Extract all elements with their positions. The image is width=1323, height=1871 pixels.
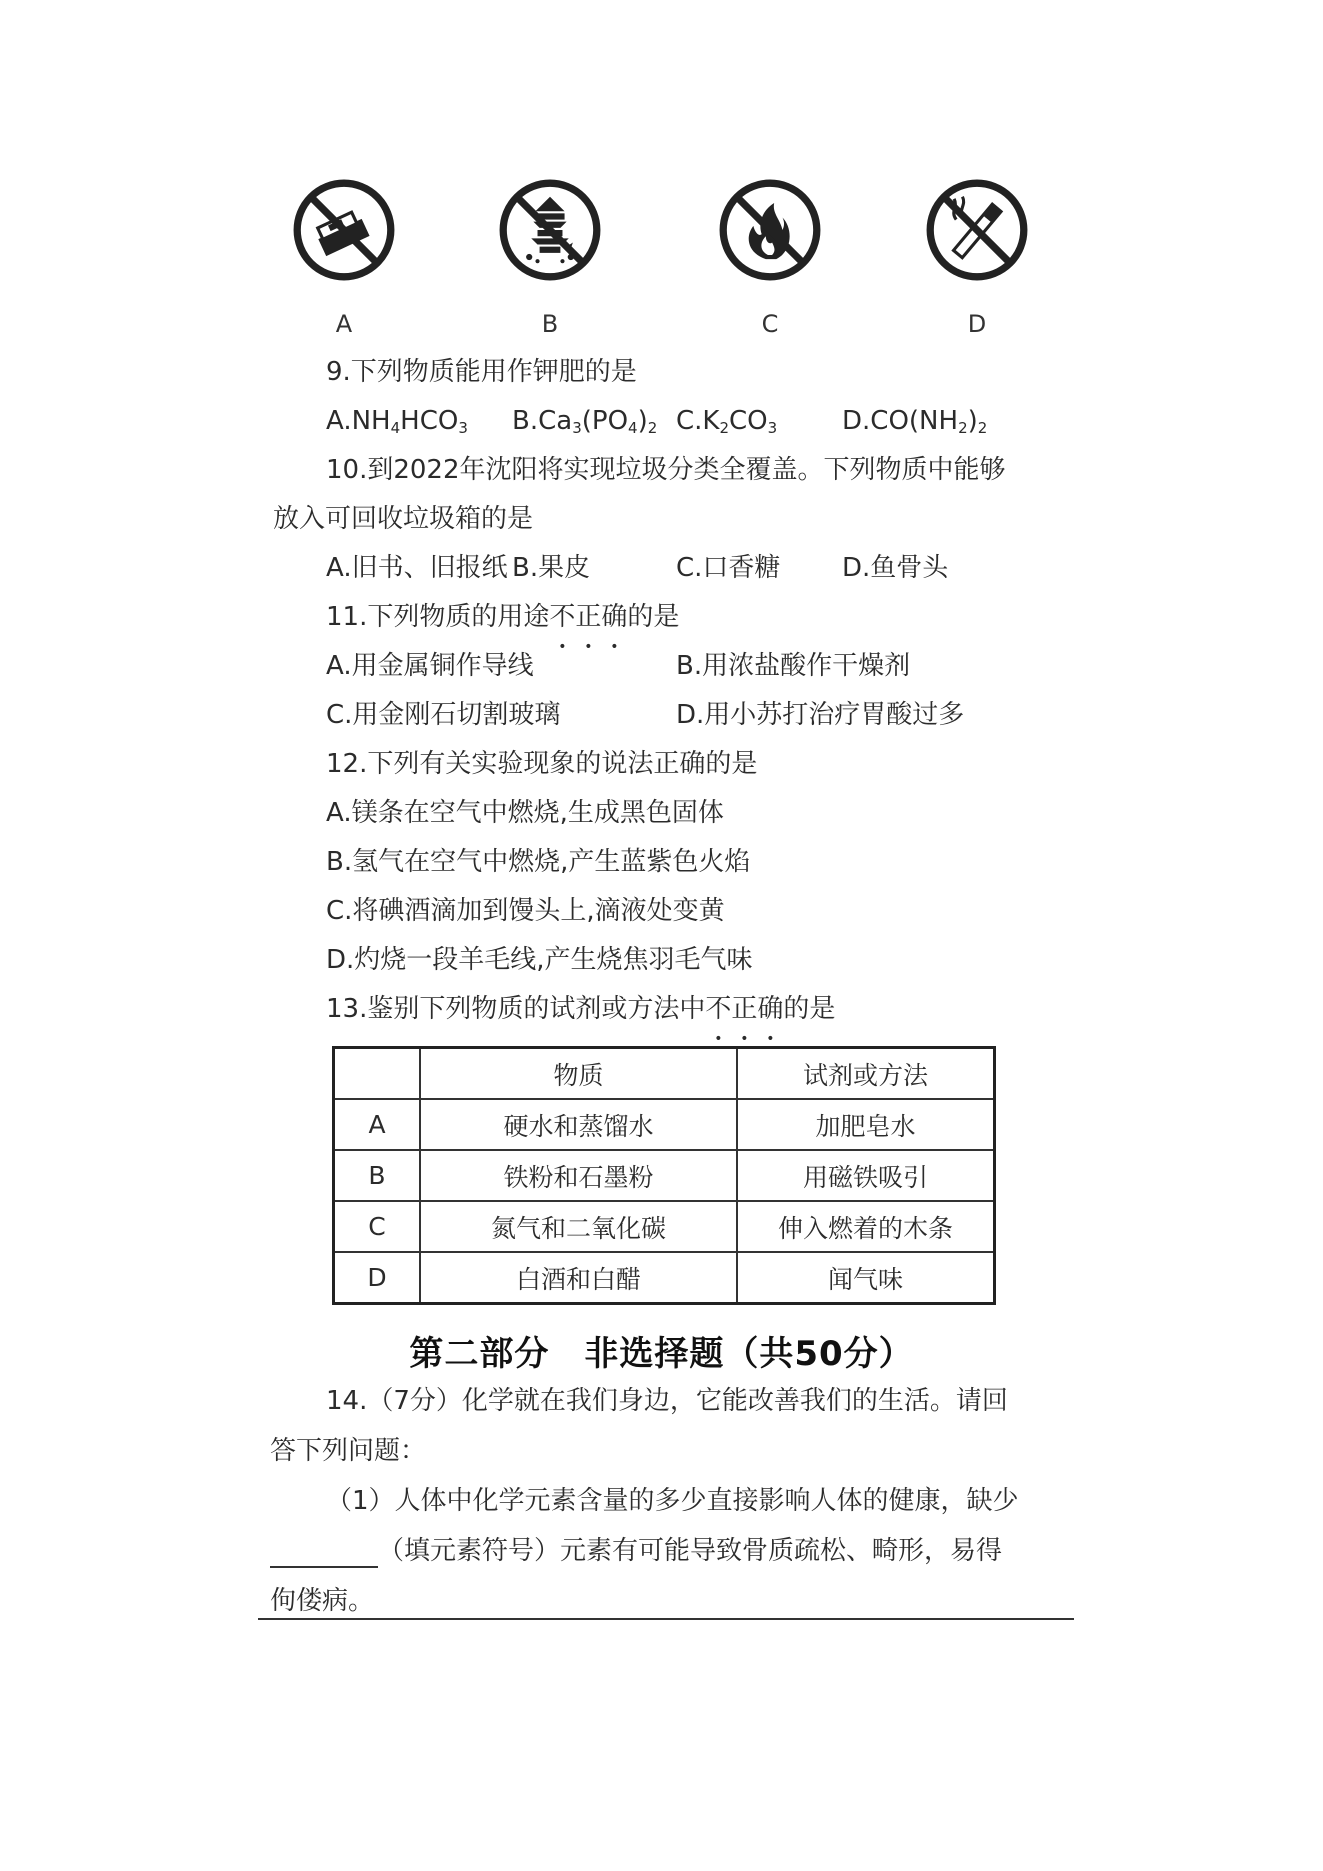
q11-option-b: B.用浓盐酸作干燥剂 [676,651,911,681]
table-cell: 白酒和白醋 [420,1252,737,1304]
q10-option-d: D.鱼骨头 [842,553,949,583]
table-cell: 加肥皂水 [737,1099,995,1150]
table-cell: A [334,1099,421,1150]
table-row [334,1099,995,1150]
icon-option-c [718,178,822,338]
q9-option-a: $A.NH_4HCO_3$ [326,406,468,437]
icon-option-b [498,178,602,338]
icon-option-a [292,178,396,338]
q10-stem-line2: 放入可回收垃圾箱的是 [273,504,534,534]
q11-option-c: C.用金刚石切割玻璃 [326,700,561,730]
q10-options [326,551,1046,585]
answer-blank[interactable] [270,1538,378,1568]
q14-line2: 答下列问题： [270,1436,427,1466]
icon-label-d: D [967,310,987,338]
table-cell: C [334,1201,421,1252]
section-title: 第二部分 非选择题（共50分） [409,1334,914,1374]
q12-stem: 12.下列有关实验现象的说法正确的是 [326,749,758,779]
q12-option-b: B.氢气在空气中燃烧,产生蓝紫色火焰 [326,847,751,877]
q9-options [326,404,1046,438]
table-cell: 氮气和二氧化碳 [420,1201,737,1252]
q12-option-c: C.将碘酒滴加到馒头上,滴液处变黄 [326,896,725,926]
q10-option-a: A.旧书、旧报纸 [326,553,508,583]
q9-option-b: $B.Ca_3(PO_4)_2$ [512,406,658,437]
table-header-cell: 试剂或方法 [737,1048,995,1100]
q9-option-c: $C.K_2CO_3$ [676,406,778,437]
table-row [334,1150,995,1201]
safety-icons-row [0,178,1323,338]
table-cell: B [334,1150,421,1201]
table-header-cell [334,1048,421,1100]
no-smoking-icon [925,178,1029,282]
q9-stem: 9.下列物质能用作钾肥的是 [326,357,637,387]
q11-option-a: A.用金属铜作导线 [326,651,534,681]
q14-line3: （1）人体中化学元素含量的多少直接影响人体的健康，缺少 [326,1486,1019,1516]
no-fireworks-icon [498,178,602,282]
q12-option-d: D.灼烧一段羊毛线,产生烧焦羽毛气味 [326,945,753,975]
q11-options-row2 [326,698,1046,732]
icon-label-c: C [761,310,779,338]
table-row [334,1252,995,1304]
icon-label-a: A [335,310,353,338]
table-cell: D [334,1252,421,1304]
table-cell: 闻气味 [737,1252,995,1304]
table-cell: 硬水和蒸馏水 [420,1099,737,1150]
icon-option-d [925,178,1029,338]
no-matches-icon [292,178,396,282]
bottom-divider [258,1618,1074,1620]
q13-table [332,1046,996,1305]
q11-stem: 11.下列物质的用途不正确的是 [326,602,680,632]
q10-option-c: C.口香糖 [676,553,781,583]
q14-line1: 14.（7分）化学就在我们身边，它能改善我们的生活。请回 [326,1386,1008,1416]
icon-label-b: B [541,310,559,338]
table-header-cell: 物质 [420,1048,737,1100]
q12-option-a: A.镁条在空气中燃烧,生成黑色固体 [326,798,724,828]
q10-option-b: B.果皮 [512,553,591,583]
q10-stem-line1: 10.到2022年沈阳将实现垃圾分类全覆盖。下列物质中能够 [326,455,1006,485]
table-cell: 用磁铁吸引 [737,1150,995,1201]
table-row [334,1201,995,1252]
table-cell: 铁粉和石墨粉 [420,1150,737,1201]
q14-line4: （填元素符号）元素有可能导致骨质疏松、畸形，易得 [270,1534,1002,1568]
q11-options-row1 [326,649,1046,683]
table-cell: 伸入燃着的木条 [737,1201,995,1252]
q14-line5: 佝偻病。 [270,1586,375,1616]
q11-option-d: D.用小苏打治疗胃酸过多 [676,700,965,730]
no-fire-icon [718,178,822,282]
q9-option-d: $D.CO(NH_2)_2$ [842,406,988,437]
table-header-row [334,1048,995,1100]
q13-stem: 13.鉴别下列物质的试剂或方法中不正确的是 [326,994,836,1024]
